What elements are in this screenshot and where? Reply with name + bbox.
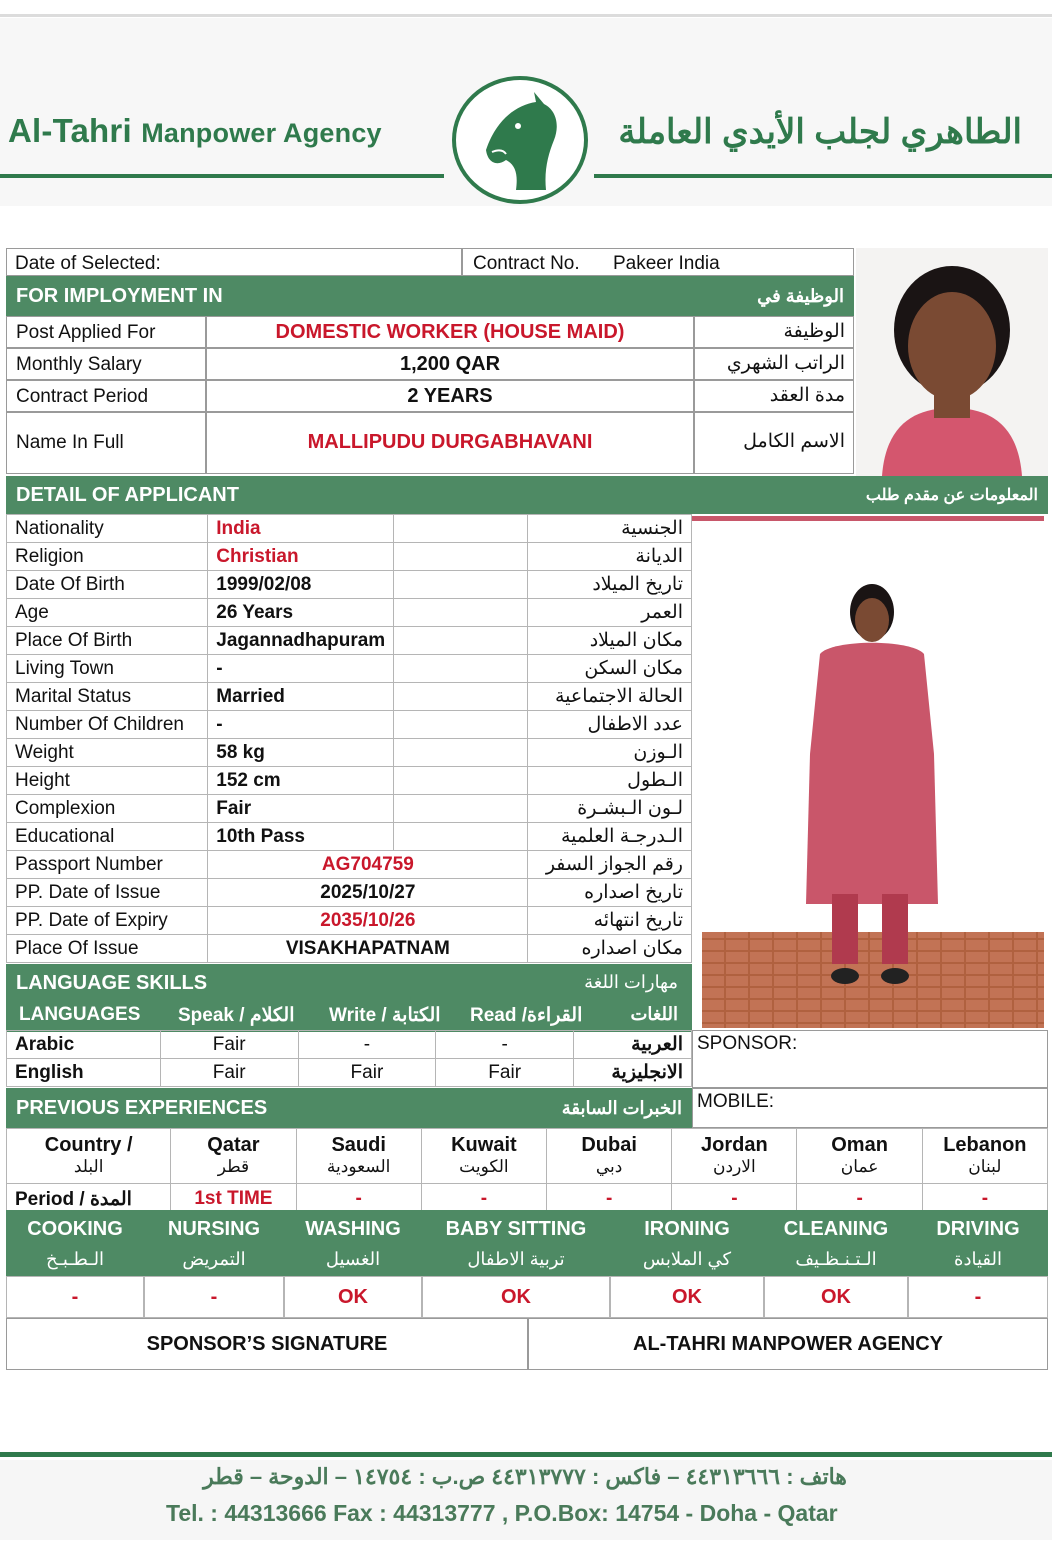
applicant-field-value: - <box>208 711 394 739</box>
applicant-field-label: Age <box>7 599 208 627</box>
country-cell <box>922 1129 1047 1184</box>
applicant-field-label-ar: الجنسية <box>528 515 692 543</box>
applicant-field-label: Place Of Issue <box>7 935 208 963</box>
period-value: - <box>296 1184 421 1215</box>
read-col-header: Read /القراءة <box>470 1005 583 1026</box>
contract-value: Pakeer India <box>613 253 720 274</box>
applicant-blank-cell <box>394 711 528 739</box>
speak-level: Fair <box>160 1031 298 1059</box>
applicant-field-label-ar: تاريخ اصداره <box>528 879 692 907</box>
country-label: Country / <box>44 1134 133 1156</box>
applicant-field-label: Marital Status <box>7 683 208 711</box>
applicant-blank-cell <box>394 795 528 823</box>
salary-label-ar: الراتب الشهري <box>726 353 845 374</box>
skill-value: OK <box>284 1276 422 1318</box>
date-selected-label: Date of Selected: <box>15 253 161 274</box>
language-title-ar: مهارات اللغة <box>584 972 678 992</box>
applicant-row <box>7 823 692 851</box>
sponsor-cell <box>692 1030 1048 1088</box>
country-cell <box>547 1129 672 1184</box>
skill-value: - <box>144 1276 284 1318</box>
post-label: Post Applied For <box>16 322 156 343</box>
applicant-field-value: 58 kg <box>208 739 394 767</box>
employment-table <box>6 316 854 474</box>
applicant-field-value: India <box>208 515 394 543</box>
skill-name: DRIVING <box>936 1218 1020 1240</box>
applicant-field-value: 2025/10/27 <box>208 879 528 907</box>
country-name: Dubai <box>581 1134 637 1156</box>
applicant-row <box>7 907 692 935</box>
country-row <box>7 1129 1048 1184</box>
contract-period-label-ar: مدة العقد <box>769 385 845 406</box>
skill-name: BABY SITTING <box>445 1218 587 1240</box>
applicant-field-label: Religion <box>7 543 208 571</box>
applicant-field-label: Height <box>7 767 208 795</box>
name-value: MALLIPUDU DURGABHAVANI <box>307 431 593 453</box>
mobile-cell <box>692 1088 1048 1128</box>
applicant-field-value: Christian <box>208 543 394 571</box>
skill-name-ar: القيادة <box>954 1249 1002 1269</box>
post-label-ar: الوظيفة <box>783 321 845 342</box>
experience-table <box>6 1128 1048 1215</box>
applicant-row <box>7 627 692 655</box>
contract-label: Contract No. <box>473 253 580 274</box>
skill-value: OK <box>764 1276 908 1318</box>
applicant-field-label-ar: مكان السكن <box>528 655 692 683</box>
applicant-row <box>7 767 692 795</box>
skills-header <box>6 1210 1048 1276</box>
country-name-ar: السعودية <box>326 1157 391 1176</box>
period-value: - <box>547 1184 672 1215</box>
applicant-field-label-ar: العمر <box>528 599 692 627</box>
skill-name: CLEANING <box>783 1218 889 1240</box>
skill-name: WASHING <box>305 1218 401 1240</box>
skill-name-ar: كي الملابس <box>642 1249 732 1269</box>
header-rule-right <box>594 174 1052 178</box>
applicant-blank-cell <box>394 767 528 795</box>
applicant-field-label-ar: تاريخ انتهائه <box>528 907 692 935</box>
language-title: LANGUAGE SKILLS <box>16 972 208 994</box>
period-value: - <box>672 1184 797 1215</box>
employment-section-header <box>6 276 854 316</box>
date-selected-cell <box>6 248 462 276</box>
period-value: 1st TIME <box>171 1184 296 1215</box>
skill-header <box>144 1210 284 1276</box>
applicant-field-label-ar: تاريخ الميلاد <box>528 571 692 599</box>
portrait-photo <box>856 248 1048 476</box>
applicant-field-value: 10th Pass <box>208 823 394 851</box>
sponsor-label: SPONSOR: <box>697 1033 798 1054</box>
applicant-row <box>7 739 692 767</box>
applicant-field-label: Number Of Children <box>7 711 208 739</box>
language-row <box>7 1031 692 1059</box>
applicant-field-label: Passport Number <box>7 851 208 879</box>
applicant-title: DETAIL OF APPLICANT <box>16 483 239 506</box>
skill-value: - <box>908 1276 1048 1318</box>
salary-label: Monthly Salary <box>16 354 142 375</box>
country-name: Kuwait <box>451 1134 517 1156</box>
country-name-ar: دبي <box>595 1157 623 1176</box>
applicant-row <box>7 795 692 823</box>
country-name-ar: عمان <box>840 1157 879 1176</box>
applicant-field-value: Jagannadhapuram <box>208 627 394 655</box>
horse-logo <box>452 76 588 204</box>
applicant-row <box>7 599 692 627</box>
period-value: - <box>797 1184 922 1215</box>
applicant-row <box>7 935 692 963</box>
skill-name: NURSING <box>167 1218 261 1240</box>
name-label: Name In Full <box>16 432 124 453</box>
applicant-field-value: 2035/10/26 <box>208 907 528 935</box>
name-label-ar: الاسم الكامل <box>743 431 845 452</box>
applicant-row <box>7 683 692 711</box>
skill-name-ar: الـتـنـظـيف <box>795 1249 877 1269</box>
brand-name-en: Al-Tahri Manpower Agency <box>8 112 382 149</box>
languages-col-header-ar: اللغات <box>630 1004 678 1024</box>
country-name: Oman <box>831 1134 888 1156</box>
languages-col-header: LANGUAGES <box>19 1004 141 1025</box>
applicant-blank-cell <box>394 599 528 627</box>
skill-header <box>6 1210 144 1276</box>
applicant-row <box>7 711 692 739</box>
country-label-ar: البلد <box>73 1157 104 1176</box>
applicant-section-header <box>6 476 1048 514</box>
applicant-field-value: AG704759 <box>208 851 528 879</box>
language-section <box>6 964 692 1032</box>
agency-signature-label: AL-TAHRI MANPOWER AGENCY <box>633 1333 943 1355</box>
applicant-blank-cell <box>394 543 528 571</box>
skill-header <box>908 1210 1048 1276</box>
country-label-cell <box>7 1129 171 1184</box>
period-label: Period / المدة <box>7 1184 171 1215</box>
language-name: Arabic <box>7 1031 161 1059</box>
country-name: Lebanon <box>943 1134 1027 1156</box>
applicant-field-label: Nationality <box>7 515 208 543</box>
country-name: Qatar <box>207 1134 260 1156</box>
skill-header <box>764 1210 908 1276</box>
applicant-field-label: PP. Date of Expiry <box>7 907 208 935</box>
applicant-row <box>7 515 692 543</box>
experience-title-ar: الخبرات السابقة <box>561 1097 682 1118</box>
skill-header <box>610 1210 764 1276</box>
country-cell <box>672 1129 797 1184</box>
skill-name: COOKING <box>27 1218 123 1240</box>
applicant-blank-cell <box>394 823 528 851</box>
full-body-photo <box>702 544 1044 1028</box>
applicant-row <box>7 879 692 907</box>
sponsor-signature-label: SPONSOR’S SIGNATURE <box>146 1333 388 1355</box>
experience-section-header <box>6 1088 692 1128</box>
applicant-field-label-ar: الحالة الاجتماعية <box>528 683 692 711</box>
write-level: Fair <box>298 1059 436 1087</box>
skills-values <box>6 1276 1048 1318</box>
applicant-field-label: Weight <box>7 739 208 767</box>
applicant-field-value: 26 Years <box>208 599 394 627</box>
skill-value: - <box>6 1276 144 1318</box>
country-name-ar: قطر <box>217 1157 250 1176</box>
applicant-field-label-ar: لـون الـبشـرة <box>528 795 692 823</box>
sponsor-signature-cell <box>6 1318 528 1370</box>
applicant-blank-cell <box>394 571 528 599</box>
applicant-blank-cell <box>394 515 528 543</box>
applicant-field-label: Date Of Birth <box>7 571 208 599</box>
applicant-blank-cell <box>394 683 528 711</box>
country-name-ar: الكويت <box>459 1157 509 1176</box>
skill-name-ar: الغسيل <box>325 1249 381 1269</box>
applicant-row <box>7 655 692 683</box>
applicant-field-value: 1999/02/08 <box>208 571 394 599</box>
language-name-ar: الانجليزية <box>574 1059 692 1087</box>
applicant-blank-cell <box>394 627 528 655</box>
skill-value: OK <box>610 1276 764 1318</box>
employment-title: FOR IMPLOYMENT IN <box>16 284 223 307</box>
country-cell <box>171 1129 296 1184</box>
skill-value: OK <box>422 1276 610 1318</box>
country-cell <box>421 1129 546 1184</box>
write-col-header: Write / الكتابة <box>329 1005 441 1026</box>
skill-header <box>284 1210 422 1276</box>
brand-name-ar: الطاهري لجلب الأيدي العاملة <box>618 113 1022 151</box>
contract-period-value: 2 YEARS <box>407 385 493 407</box>
applicant-field-label: Educational <box>7 823 208 851</box>
applicant-row <box>7 851 692 879</box>
write-level: - <box>298 1031 436 1059</box>
salary-value: 1,200 QAR <box>399 353 501 375</box>
skill-header <box>422 1210 610 1276</box>
top-border <box>0 14 1052 17</box>
footer-address-en: Tel. : 44313666 Fax : 44313777 , P.O.Box: 14754 - Doha - Qatar <box>166 1500 838 1526</box>
experience-title: PREVIOUS EXPERIENCES <box>16 1096 268 1119</box>
applicant-field-label-ar: الـدرجـة العلمية <box>528 823 692 851</box>
language-name: English <box>7 1059 161 1087</box>
country-name-ar: الاردن <box>713 1157 756 1176</box>
applicant-field-value: Fair <box>208 795 394 823</box>
country-name-ar: لبنان <box>968 1157 1002 1176</box>
applicant-field-label: Complexion <box>7 795 208 823</box>
applicant-field-label-ar: رقم الجواز السفر <box>528 851 692 879</box>
read-level: - <box>436 1031 574 1059</box>
country-name: Saudi <box>331 1134 386 1156</box>
contract-cell <box>462 248 854 276</box>
language-table <box>6 1030 692 1087</box>
post-value: DOMESTIC WORKER (HOUSE MAID) <box>275 321 625 343</box>
header-rule-left <box>0 174 444 178</box>
mobile-label: MOBILE: <box>697 1091 775 1112</box>
applicant-row <box>7 571 692 599</box>
country-name: Jordan <box>701 1134 768 1156</box>
applicant-field-label: PP. Date of Issue <box>7 879 208 907</box>
applicant-field-value: Married <box>208 683 394 711</box>
applicant-field-value: VISAKHAPATNAM <box>208 935 528 963</box>
applicant-field-label-ar: مكان الميلاد <box>528 627 692 655</box>
applicant-field-label: Living Town <box>7 655 208 683</box>
applicant-blank-cell <box>394 739 528 767</box>
applicant-field-label-ar: الديانة <box>528 543 692 571</box>
country-cell <box>797 1129 922 1184</box>
applicant-field-label-ar: عدد الاطفال <box>528 711 692 739</box>
read-level: Fair <box>436 1059 574 1087</box>
skill-name: IRONING <box>644 1218 730 1240</box>
agency-signature-cell <box>528 1318 1048 1370</box>
applicant-field-label-ar: الـوزن <box>528 739 692 767</box>
photo-strip <box>692 516 1044 521</box>
applicant-title-ar: المعلومات عن مقدم طلب <box>865 487 1038 504</box>
applicant-field-label-ar: الـطول <box>528 767 692 795</box>
employment-title-ar: الوظيفة في <box>757 285 844 306</box>
speak-col-header: Speak / الكلام <box>178 1005 295 1026</box>
applicant-blank-cell <box>394 655 528 683</box>
period-value: - <box>922 1184 1047 1215</box>
speak-level: Fair <box>160 1059 298 1087</box>
applicant-field-label: Place Of Birth <box>7 627 208 655</box>
applicant-table <box>6 514 692 963</box>
footer-address-ar: هاتف : ٤٤٣١٣٦٦٦ – فاكس : ٤٤٣١٣٧٧٧ ص.ب : ١٤٧٥٤ – الدوحة – قطر <box>203 1464 847 1489</box>
applicant-field-value: - <box>208 655 394 683</box>
period-value: - <box>421 1184 546 1215</box>
applicant-row <box>7 543 692 571</box>
footer-rule <box>0 1452 1052 1457</box>
contract-period-label: Contract Period <box>16 386 149 407</box>
skill-name-ar: تربية الاطفال <box>467 1249 565 1269</box>
country-cell <box>296 1129 421 1184</box>
language-row <box>7 1059 692 1087</box>
applicant-field-label-ar: مكان اصداره <box>528 935 692 963</box>
skill-name-ar: الـطـبـخ <box>45 1249 105 1269</box>
skill-name-ar: التمريض <box>182 1249 246 1269</box>
applicant-field-value: 152 cm <box>208 767 394 795</box>
language-name-ar: العربية <box>574 1031 692 1059</box>
